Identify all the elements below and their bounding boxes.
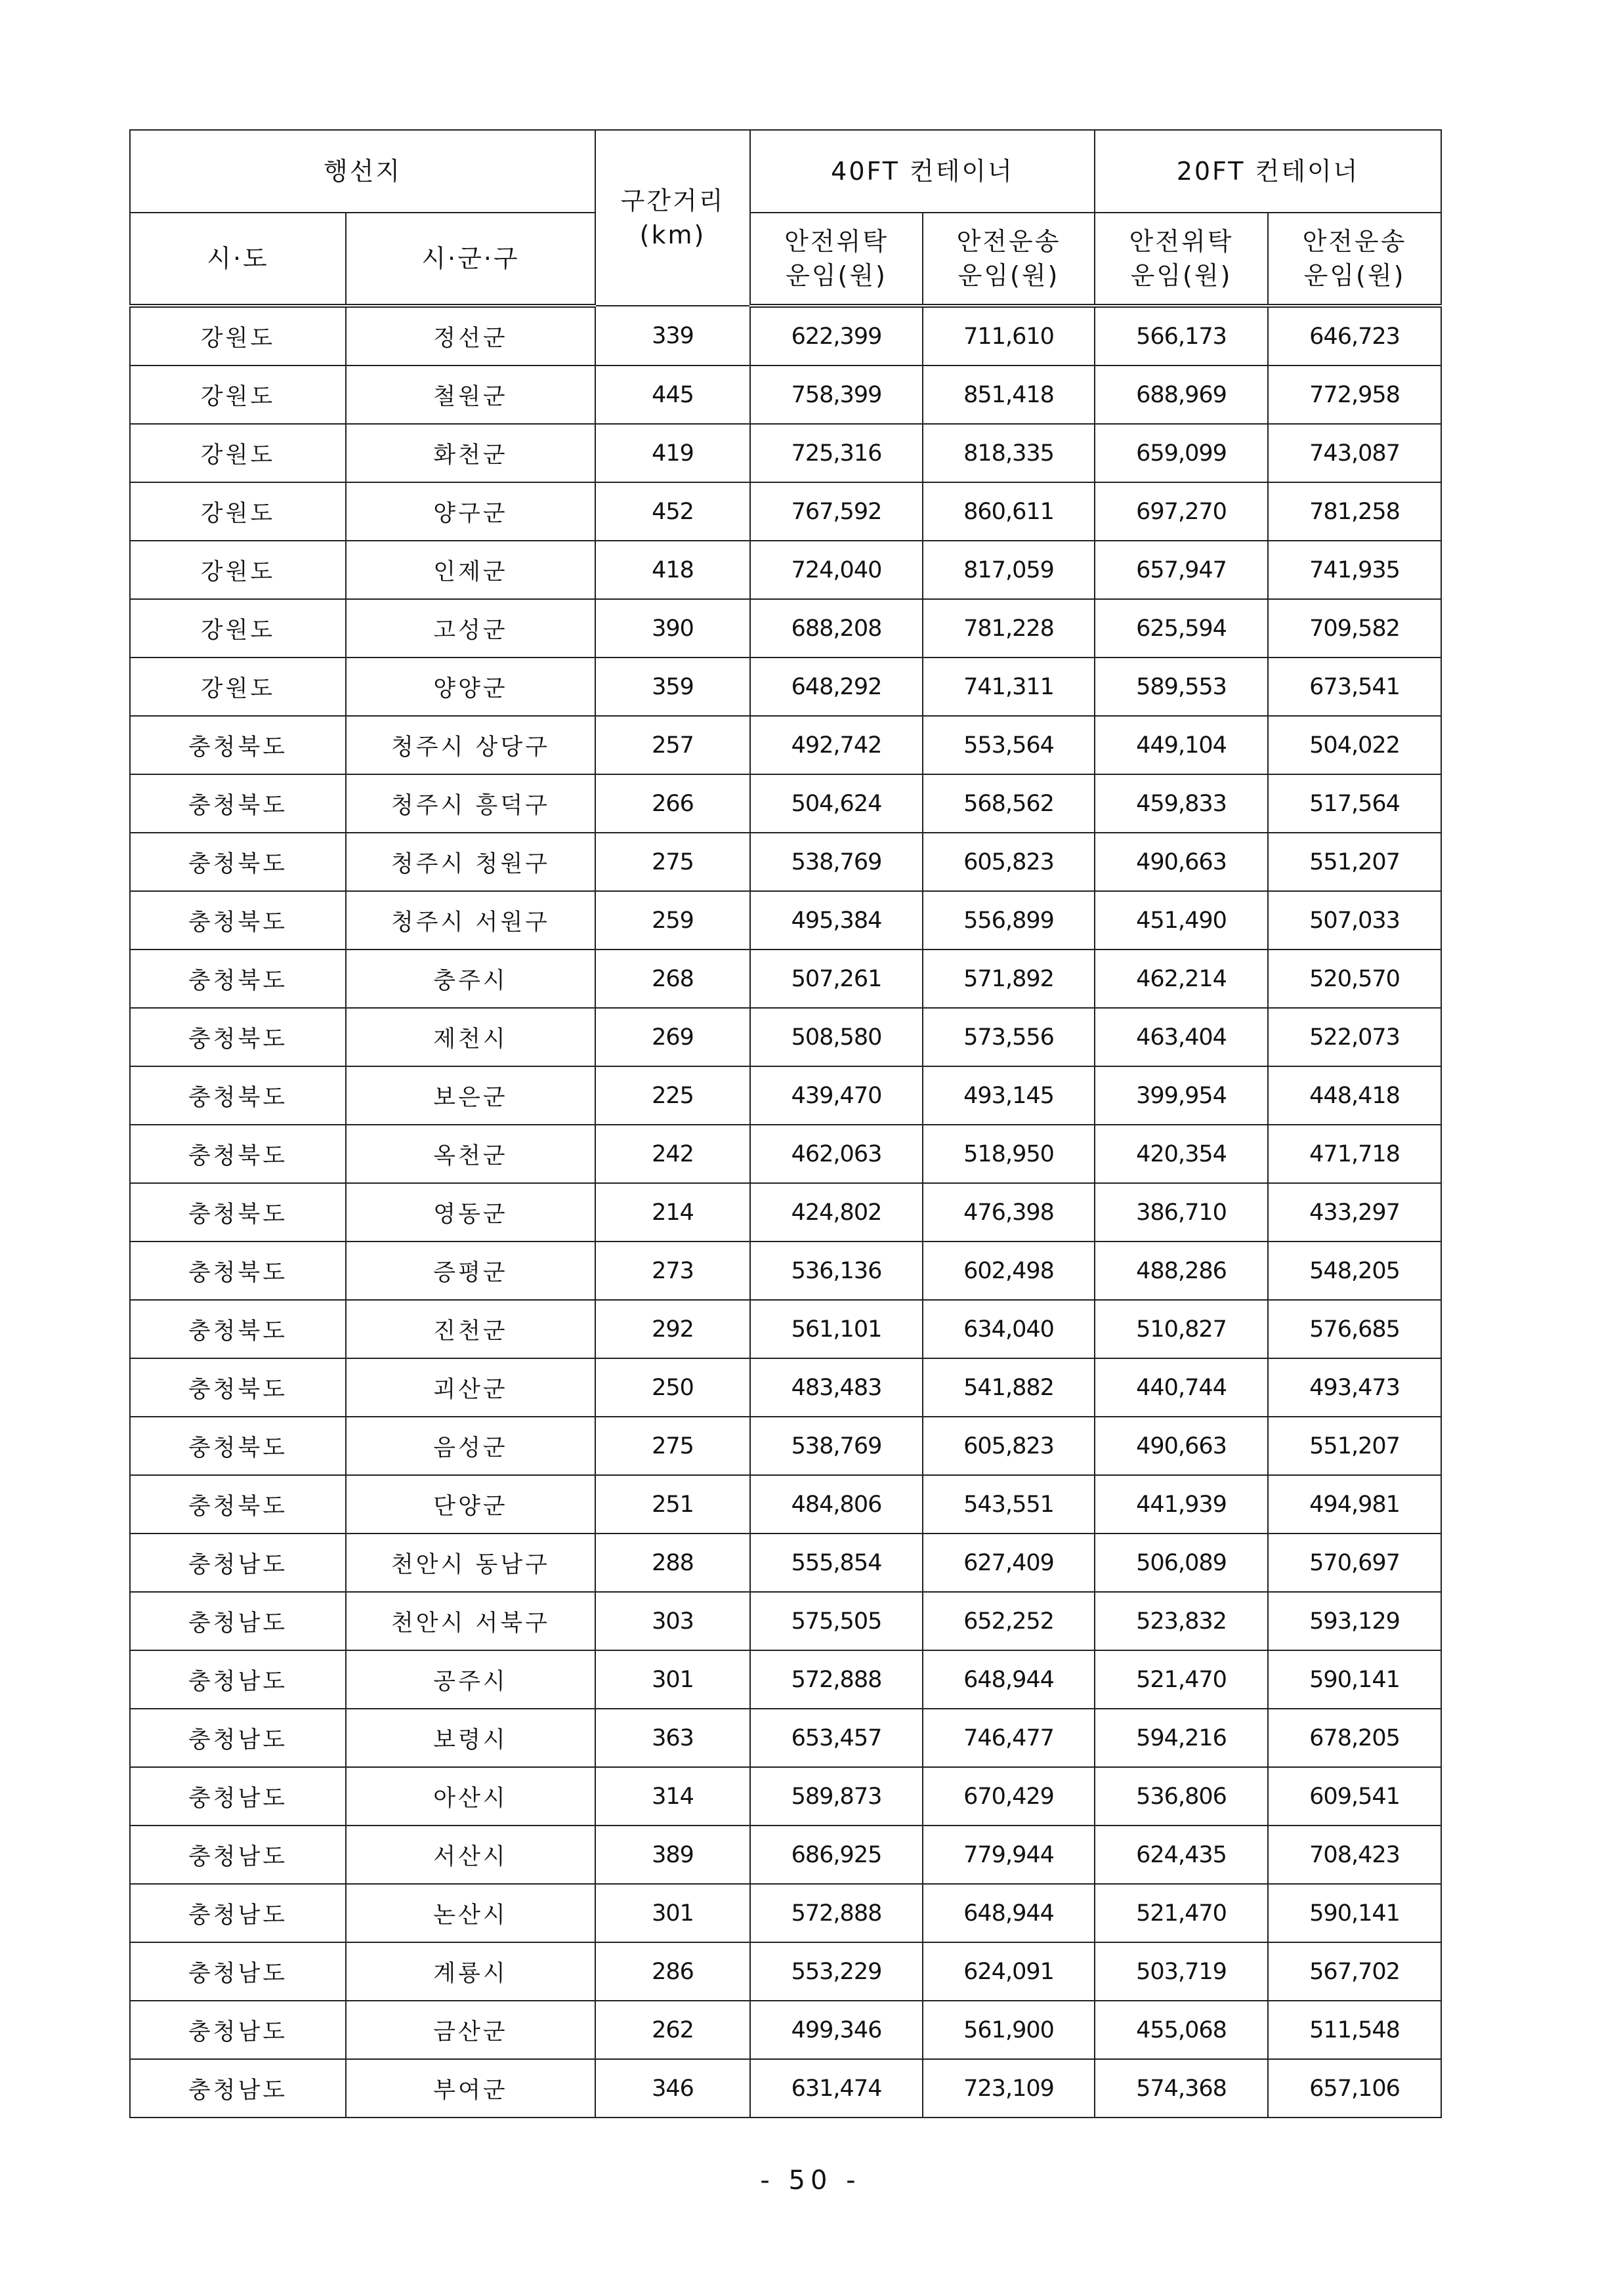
40ft-transport-fee-cell: 711,610 <box>923 306 1095 365</box>
table-row <box>130 2059 1441 2118</box>
40ft-trust-fee-cell: 725,316 <box>750 424 923 482</box>
sido-cell: 충청북도 <box>130 950 346 1008</box>
table-row <box>130 1709 1441 1767</box>
distance-cell: 390 <box>595 599 750 657</box>
sigungu-cell: 단양군 <box>346 1475 595 1534</box>
sigungu-cell: 청주시 상당구 <box>346 716 595 774</box>
header-sido: 시·도 <box>130 213 346 306</box>
table-row <box>130 599 1441 657</box>
sigungu-cell: 금산군 <box>346 2001 595 2059</box>
table-row <box>130 365 1441 424</box>
header-fee-unit: 운임(원) <box>786 261 887 290</box>
distance-cell: 445 <box>595 365 750 424</box>
header-distance-unit: (km) <box>639 220 706 249</box>
distance-cell: 286 <box>595 1942 750 2001</box>
table-row <box>130 1358 1441 1417</box>
distance-cell: 452 <box>595 482 750 541</box>
40ft-transport-fee-cell: 553,564 <box>923 716 1095 774</box>
20ft-trust-fee-cell: 657,947 <box>1095 541 1268 599</box>
distance-cell: 257 <box>595 716 750 774</box>
20ft-trust-fee-cell: 441,939 <box>1095 1475 1268 1534</box>
sigungu-cell: 공주시 <box>346 1650 595 1709</box>
20ft-trust-fee-cell: 521,470 <box>1095 1884 1268 1942</box>
40ft-transport-fee-cell: 652,252 <box>923 1592 1095 1650</box>
20ft-transport-fee-cell: 551,207 <box>1268 833 1441 891</box>
sigungu-cell: 괴산군 <box>346 1358 595 1417</box>
20ft-transport-fee-cell: 781,258 <box>1268 482 1441 541</box>
sido-cell: 강원도 <box>130 424 346 482</box>
40ft-trust-fee-cell: 508,580 <box>750 1008 923 1066</box>
distance-cell: 268 <box>595 950 750 1008</box>
sido-cell: 충청북도 <box>130 774 346 833</box>
20ft-transport-fee-cell: 646,723 <box>1268 306 1441 365</box>
40ft-transport-fee-cell: 648,944 <box>923 1650 1095 1709</box>
20ft-transport-fee-cell: 772,958 <box>1268 365 1441 424</box>
40ft-trust-fee-cell: 484,806 <box>750 1475 923 1534</box>
sigungu-cell: 진천군 <box>346 1300 595 1358</box>
40ft-transport-fee-cell: 723,109 <box>923 2059 1095 2118</box>
40ft-transport-fee-cell: 605,823 <box>923 833 1095 891</box>
distance-cell: 303 <box>595 1592 750 1650</box>
distance-cell: 250 <box>595 1358 750 1417</box>
distance-cell: 292 <box>595 1300 750 1358</box>
sido-cell: 충청북도 <box>130 891 346 950</box>
header-distance <box>595 130 750 306</box>
sido-cell: 충청북도 <box>130 716 346 774</box>
20ft-transport-fee-cell: 504,022 <box>1268 716 1441 774</box>
table-row <box>130 657 1441 716</box>
40ft-transport-fee-cell: 543,551 <box>923 1475 1095 1534</box>
20ft-transport-fee-cell: 590,141 <box>1268 1884 1441 1942</box>
table-row <box>130 1008 1441 1066</box>
sigungu-cell: 부여군 <box>346 2059 595 2118</box>
sido-cell: 충청북도 <box>130 833 346 891</box>
sigungu-cell: 영동군 <box>346 1183 595 1242</box>
sigungu-cell: 증평군 <box>346 1242 595 1300</box>
sigungu-cell: 제천시 <box>346 1008 595 1066</box>
sigungu-cell: 청주시 서원구 <box>346 891 595 950</box>
20ft-transport-fee-cell: 511,548 <box>1268 2001 1441 2059</box>
20ft-trust-fee-cell: 594,216 <box>1095 1709 1268 1767</box>
distance-cell: 418 <box>595 541 750 599</box>
freight-rate-table <box>129 129 1442 2118</box>
header-sigungu: 시·군·구 <box>346 213 595 306</box>
20ft-transport-fee-cell: 593,129 <box>1268 1592 1441 1650</box>
40ft-transport-fee-cell: 670,429 <box>923 1767 1095 1826</box>
20ft-transport-fee-cell: 494,981 <box>1268 1475 1441 1534</box>
40ft-trust-fee-cell: 561,101 <box>750 1300 923 1358</box>
table-row <box>130 950 1441 1008</box>
40ft-trust-fee-cell: 555,854 <box>750 1534 923 1592</box>
20ft-transport-fee-cell: 576,685 <box>1268 1300 1441 1358</box>
sido-cell: 충청남도 <box>130 1709 346 1767</box>
sido-cell: 강원도 <box>130 365 346 424</box>
header-20ft-trust-fee <box>1095 213 1268 306</box>
40ft-transport-fee-cell: 605,823 <box>923 1417 1095 1475</box>
table-row <box>130 1417 1441 1475</box>
table-row <box>130 833 1441 891</box>
sigungu-cell: 천안시 서북구 <box>346 1592 595 1650</box>
20ft-transport-fee-cell: 678,205 <box>1268 1709 1441 1767</box>
40ft-transport-fee-cell: 476,398 <box>923 1183 1095 1242</box>
sido-cell: 충청북도 <box>130 1066 346 1125</box>
40ft-transport-fee-cell: 561,900 <box>923 2001 1095 2059</box>
header-distance-label: 구간거리 <box>620 186 725 215</box>
distance-cell: 225 <box>595 1066 750 1125</box>
40ft-trust-fee-cell: 507,261 <box>750 950 923 1008</box>
20ft-trust-fee-cell: 490,663 <box>1095 1417 1268 1475</box>
sigungu-cell: 철원군 <box>346 365 595 424</box>
table-row <box>130 1884 1441 1942</box>
20ft-trust-fee-cell: 420,354 <box>1095 1125 1268 1183</box>
20ft-transport-fee-cell: 522,073 <box>1268 1008 1441 1066</box>
20ft-trust-fee-cell: 451,490 <box>1095 891 1268 950</box>
20ft-transport-fee-cell: 471,718 <box>1268 1125 1441 1183</box>
sido-cell: 충청남도 <box>130 1650 346 1709</box>
sigungu-cell: 정선군 <box>346 306 595 365</box>
header-fee-unit: 운임(원) <box>958 261 1060 290</box>
header-trust-label: 안전위탁 <box>1129 227 1234 256</box>
table-body <box>130 306 1441 2118</box>
20ft-trust-fee-cell: 521,470 <box>1095 1650 1268 1709</box>
distance-cell: 301 <box>595 1884 750 1942</box>
distance-cell: 266 <box>595 774 750 833</box>
20ft-trust-fee-cell: 455,068 <box>1095 2001 1268 2059</box>
distance-cell: 288 <box>595 1534 750 1592</box>
40ft-trust-fee-cell: 536,136 <box>750 1242 923 1300</box>
sido-cell: 충청남도 <box>130 1592 346 1650</box>
distance-cell: 269 <box>595 1008 750 1066</box>
20ft-transport-fee-cell: 507,033 <box>1268 891 1441 950</box>
distance-cell: 251 <box>595 1475 750 1534</box>
table-row <box>130 482 1441 541</box>
40ft-transport-fee-cell: 573,556 <box>923 1008 1095 1066</box>
20ft-trust-fee-cell: 523,832 <box>1095 1592 1268 1650</box>
40ft-trust-fee-cell: 424,802 <box>750 1183 923 1242</box>
20ft-trust-fee-cell: 659,099 <box>1095 424 1268 482</box>
distance-cell: 275 <box>595 1417 750 1475</box>
20ft-trust-fee-cell: 462,214 <box>1095 950 1268 1008</box>
sigungu-cell: 양양군 <box>346 657 595 716</box>
40ft-transport-fee-cell: 860,611 <box>923 482 1095 541</box>
table-row <box>130 774 1441 833</box>
distance-cell: 301 <box>595 1650 750 1709</box>
40ft-trust-fee-cell: 575,505 <box>750 1592 923 1650</box>
sido-cell: 충청남도 <box>130 1942 346 2001</box>
distance-cell: 259 <box>595 891 750 950</box>
table-row <box>130 541 1441 599</box>
distance-cell: 262 <box>595 2001 750 2059</box>
table-row <box>130 1942 1441 2001</box>
sigungu-cell: 인제군 <box>346 541 595 599</box>
distance-cell: 419 <box>595 424 750 482</box>
40ft-trust-fee-cell: 653,457 <box>750 1709 923 1767</box>
40ft-trust-fee-cell: 631,474 <box>750 2059 923 2118</box>
distance-cell: 389 <box>595 1826 750 1884</box>
sigungu-cell: 천안시 동남구 <box>346 1534 595 1592</box>
sido-cell: 충청북도 <box>130 1417 346 1475</box>
20ft-trust-fee-cell: 440,744 <box>1095 1358 1268 1417</box>
header-transport-label: 안전운송 <box>1302 227 1407 256</box>
table-row <box>130 1242 1441 1300</box>
20ft-transport-fee-cell: 493,473 <box>1268 1358 1441 1417</box>
distance-cell: 314 <box>595 1767 750 1826</box>
table-row <box>130 1183 1441 1242</box>
table-row <box>130 424 1441 482</box>
40ft-trust-fee-cell: 499,346 <box>750 2001 923 2059</box>
sido-cell: 충청북도 <box>130 1008 346 1066</box>
20ft-trust-fee-cell: 625,594 <box>1095 599 1268 657</box>
sigungu-cell: 청주시 청원구 <box>346 833 595 891</box>
20ft-transport-fee-cell: 551,207 <box>1268 1417 1441 1475</box>
40ft-trust-fee-cell: 686,925 <box>750 1826 923 1884</box>
20ft-transport-fee-cell: 743,087 <box>1268 424 1441 482</box>
distance-cell: 339 <box>595 306 750 365</box>
table-row <box>130 891 1441 950</box>
40ft-trust-fee-cell: 724,040 <box>750 541 923 599</box>
sido-cell: 강원도 <box>130 657 346 716</box>
distance-cell: 214 <box>595 1183 750 1242</box>
sido-cell: 강원도 <box>130 599 346 657</box>
40ft-trust-fee-cell: 538,769 <box>750 833 923 891</box>
40ft-transport-fee-cell: 634,040 <box>923 1300 1095 1358</box>
20ft-transport-fee-cell: 741,935 <box>1268 541 1441 599</box>
20ft-transport-fee-cell: 548,205 <box>1268 1242 1441 1300</box>
table-row <box>130 1592 1441 1650</box>
40ft-transport-fee-cell: 602,498 <box>923 1242 1095 1300</box>
sigungu-cell: 양구군 <box>346 482 595 541</box>
sido-cell: 충청남도 <box>130 1534 346 1592</box>
distance-cell: 242 <box>595 1125 750 1183</box>
40ft-transport-fee-cell: 817,059 <box>923 541 1095 599</box>
20ft-trust-fee-cell: 503,719 <box>1095 1942 1268 2001</box>
table-row <box>130 1650 1441 1709</box>
header-20ft-transport-fee <box>1268 213 1441 306</box>
40ft-trust-fee-cell: 483,483 <box>750 1358 923 1417</box>
20ft-transport-fee-cell: 433,297 <box>1268 1183 1441 1242</box>
20ft-trust-fee-cell: 697,270 <box>1095 482 1268 541</box>
table-row <box>130 1826 1441 1884</box>
20ft-trust-fee-cell: 506,089 <box>1095 1534 1268 1592</box>
sido-cell: 충청북도 <box>130 1475 346 1534</box>
sido-cell: 충청북도 <box>130 1300 346 1358</box>
sigungu-cell: 화천군 <box>346 424 595 482</box>
sido-cell: 충청북도 <box>130 1125 346 1183</box>
sigungu-cell: 충주시 <box>346 950 595 1008</box>
distance-cell: 273 <box>595 1242 750 1300</box>
40ft-trust-fee-cell: 553,229 <box>750 1942 923 2001</box>
40ft-trust-fee-cell: 495,384 <box>750 891 923 950</box>
40ft-transport-fee-cell: 493,145 <box>923 1066 1095 1125</box>
20ft-trust-fee-cell: 566,173 <box>1095 306 1268 365</box>
table-row <box>130 1300 1441 1358</box>
20ft-transport-fee-cell: 708,423 <box>1268 1826 1441 1884</box>
40ft-transport-fee-cell: 624,091 <box>923 1942 1095 2001</box>
sigungu-cell: 청주시 흥덕구 <box>346 774 595 833</box>
20ft-transport-fee-cell: 673,541 <box>1268 657 1441 716</box>
distance-cell: 346 <box>595 2059 750 2118</box>
20ft-transport-fee-cell: 570,697 <box>1268 1534 1441 1592</box>
40ft-transport-fee-cell: 818,335 <box>923 424 1095 482</box>
header-40ft-trust-fee <box>750 213 923 306</box>
table-row <box>130 2001 1441 2059</box>
40ft-transport-fee-cell: 741,311 <box>923 657 1095 716</box>
40ft-trust-fee-cell: 688,208 <box>750 599 923 657</box>
table-row <box>130 1066 1441 1125</box>
20ft-trust-fee-cell: 490,663 <box>1095 833 1268 891</box>
header-fee-unit: 운임(원) <box>1130 261 1232 290</box>
40ft-trust-fee-cell: 462,063 <box>750 1125 923 1183</box>
40ft-transport-fee-cell: 568,562 <box>923 774 1095 833</box>
20ft-transport-fee-cell: 517,564 <box>1268 774 1441 833</box>
40ft-trust-fee-cell: 572,888 <box>750 1884 923 1942</box>
40ft-transport-fee-cell: 541,882 <box>923 1358 1095 1417</box>
40ft-trust-fee-cell: 504,624 <box>750 774 923 833</box>
40ft-trust-fee-cell: 622,399 <box>750 306 923 365</box>
sido-cell: 충청남도 <box>130 1884 346 1942</box>
40ft-transport-fee-cell: 556,899 <box>923 891 1095 950</box>
40ft-trust-fee-cell: 758,399 <box>750 365 923 424</box>
20ft-trust-fee-cell: 488,286 <box>1095 1242 1268 1300</box>
sido-cell: 강원도 <box>130 306 346 365</box>
sigungu-cell: 음성군 <box>346 1417 595 1475</box>
table-row <box>130 306 1441 365</box>
distance-cell: 275 <box>595 833 750 891</box>
table-row <box>130 1475 1441 1534</box>
sigungu-cell: 보령시 <box>346 1709 595 1767</box>
20ft-trust-fee-cell: 510,827 <box>1095 1300 1268 1358</box>
20ft-trust-fee-cell: 449,104 <box>1095 716 1268 774</box>
sigungu-cell: 서산시 <box>346 1826 595 1884</box>
20ft-trust-fee-cell: 624,435 <box>1095 1826 1268 1884</box>
40ft-trust-fee-cell: 439,470 <box>750 1066 923 1125</box>
page-number: - 50 - <box>760 2165 861 2196</box>
20ft-transport-fee-cell: 448,418 <box>1268 1066 1441 1125</box>
20ft-transport-fee-cell: 520,570 <box>1268 950 1441 1008</box>
header-40ft-transport-fee <box>923 213 1095 306</box>
40ft-transport-fee-cell: 779,944 <box>923 1826 1095 1884</box>
20ft-trust-fee-cell: 459,833 <box>1095 774 1268 833</box>
table-row <box>130 716 1441 774</box>
20ft-trust-fee-cell: 536,806 <box>1095 1767 1268 1826</box>
sido-cell: 충청북도 <box>130 1183 346 1242</box>
sido-cell: 충청북도 <box>130 1242 346 1300</box>
40ft-transport-fee-cell: 781,228 <box>923 599 1095 657</box>
sido-cell: 충청남도 <box>130 1767 346 1826</box>
20ft-trust-fee-cell: 463,404 <box>1095 1008 1268 1066</box>
sigungu-cell: 아산시 <box>346 1767 595 1826</box>
20ft-transport-fee-cell: 657,106 <box>1268 2059 1441 2118</box>
sido-cell: 충청남도 <box>130 2059 346 2118</box>
distance-cell: 363 <box>595 1709 750 1767</box>
table-row <box>130 1125 1441 1183</box>
40ft-trust-fee-cell: 492,742 <box>750 716 923 774</box>
20ft-trust-fee-cell: 399,954 <box>1095 1066 1268 1125</box>
table-row <box>130 1767 1441 1826</box>
40ft-transport-fee-cell: 627,409 <box>923 1534 1095 1592</box>
40ft-transport-fee-cell: 518,950 <box>923 1125 1095 1183</box>
20ft-transport-fee-cell: 590,141 <box>1268 1650 1441 1709</box>
40ft-trust-fee-cell: 767,592 <box>750 482 923 541</box>
header-40ft-container: 40FT 컨테이너 <box>750 130 1095 213</box>
sido-cell: 강원도 <box>130 541 346 599</box>
40ft-trust-fee-cell: 648,292 <box>750 657 923 716</box>
table-row <box>130 1534 1441 1592</box>
40ft-trust-fee-cell: 538,769 <box>750 1417 923 1475</box>
20ft-transport-fee-cell: 609,541 <box>1268 1767 1441 1826</box>
sido-cell: 충청남도 <box>130 2001 346 2059</box>
20ft-trust-fee-cell: 386,710 <box>1095 1183 1268 1242</box>
40ft-transport-fee-cell: 746,477 <box>923 1709 1095 1767</box>
sido-cell: 충청남도 <box>130 1826 346 1884</box>
header-transport-label: 안전운송 <box>956 227 1061 256</box>
20ft-transport-fee-cell: 567,702 <box>1268 1942 1441 2001</box>
distance-cell: 359 <box>595 657 750 716</box>
table-header <box>130 130 1441 306</box>
20ft-transport-fee-cell: 709,582 <box>1268 599 1441 657</box>
sigungu-cell: 옥천군 <box>346 1125 595 1183</box>
sigungu-cell: 계룡시 <box>346 1942 595 2001</box>
header-20ft-container: 20FT 컨테이너 <box>1095 130 1441 213</box>
20ft-trust-fee-cell: 574,368 <box>1095 2059 1268 2118</box>
40ft-transport-fee-cell: 851,418 <box>923 365 1095 424</box>
40ft-trust-fee-cell: 572,888 <box>750 1650 923 1709</box>
20ft-trust-fee-cell: 688,969 <box>1095 365 1268 424</box>
header-trust-label: 안전위탁 <box>784 227 889 256</box>
40ft-transport-fee-cell: 571,892 <box>923 950 1095 1008</box>
40ft-transport-fee-cell: 648,944 <box>923 1884 1095 1942</box>
40ft-trust-fee-cell: 589,873 <box>750 1767 923 1826</box>
sigungu-cell: 고성군 <box>346 599 595 657</box>
header-fee-unit: 운임(원) <box>1303 261 1406 290</box>
sigungu-cell: 논산시 <box>346 1884 595 1942</box>
header-destination: 행선지 <box>130 130 595 213</box>
sido-cell: 강원도 <box>130 482 346 541</box>
20ft-trust-fee-cell: 589,553 <box>1095 657 1268 716</box>
sido-cell: 충청북도 <box>130 1358 346 1417</box>
sigungu-cell: 보은군 <box>346 1066 595 1125</box>
